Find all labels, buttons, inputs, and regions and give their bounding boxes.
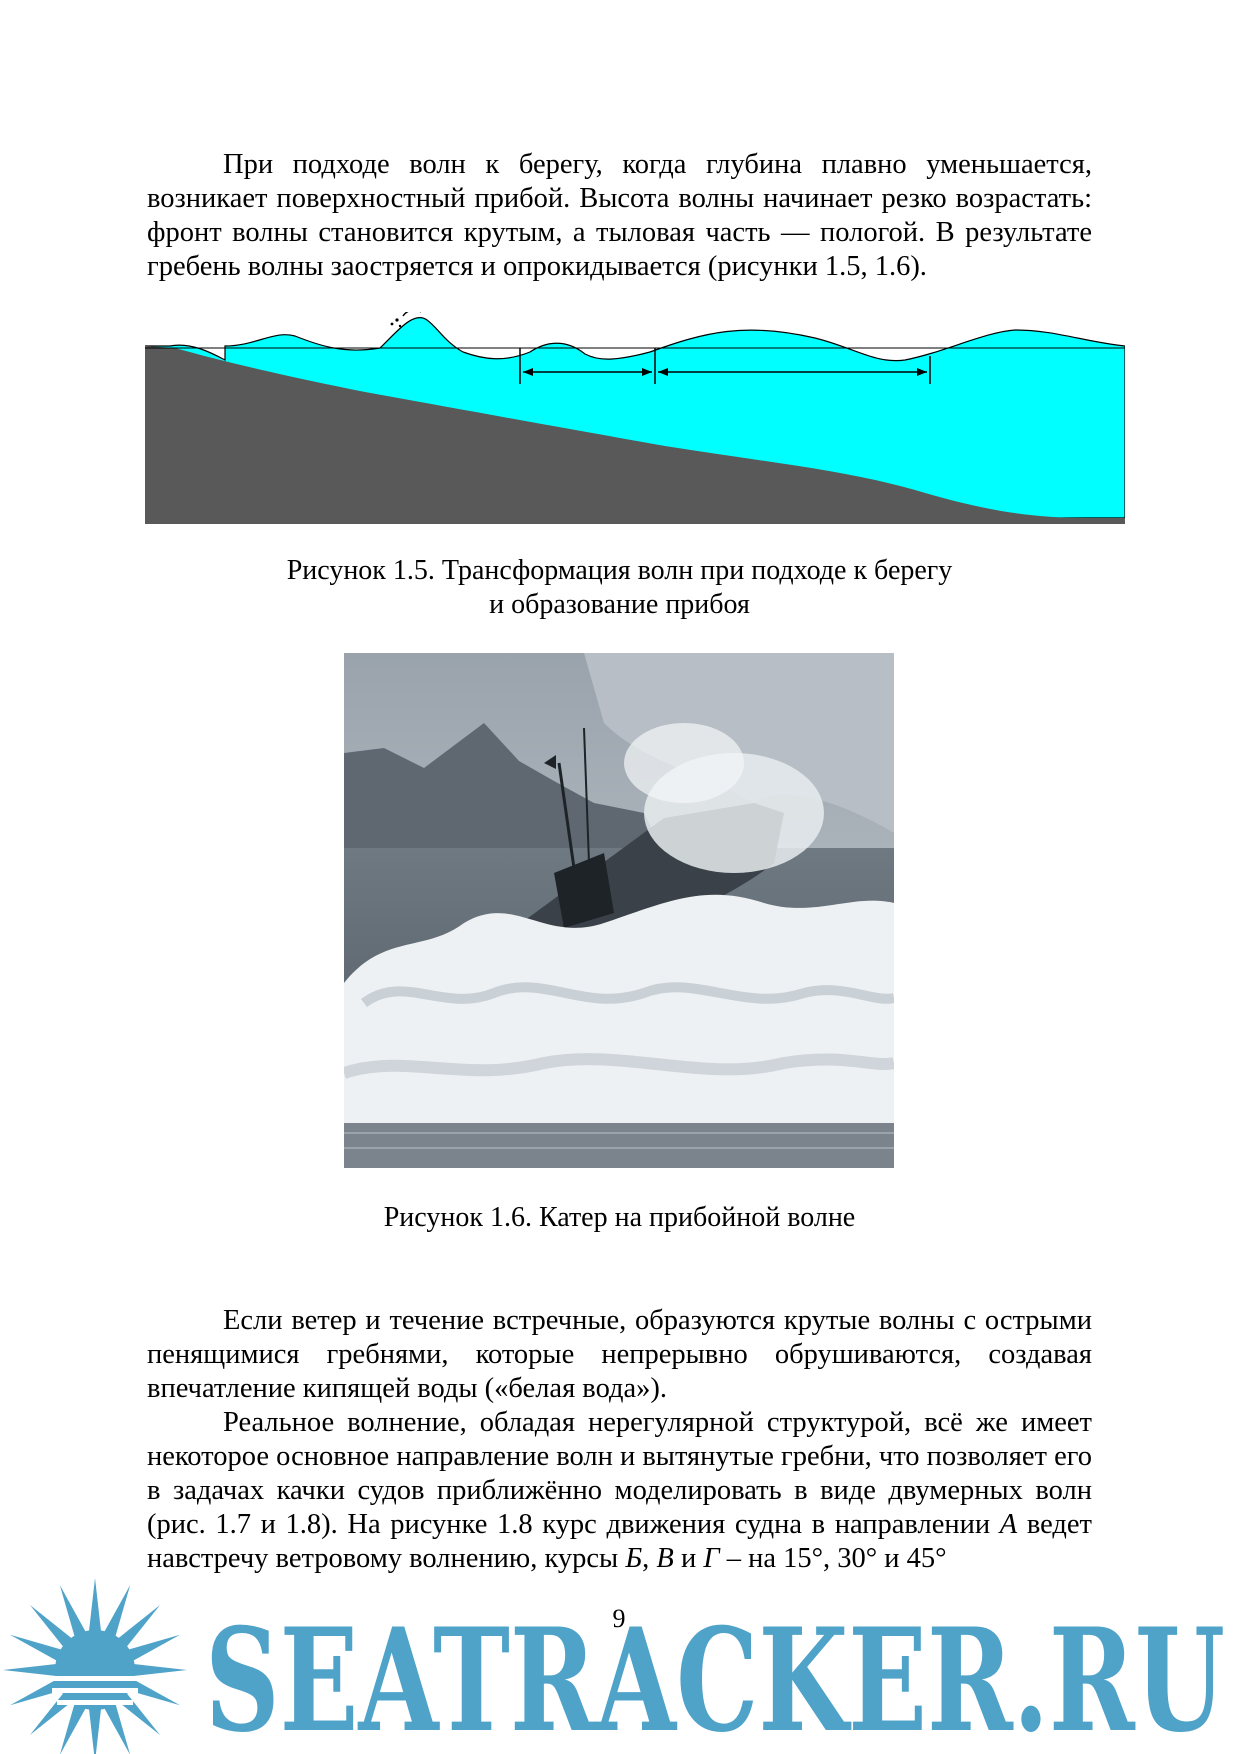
sun-logo-icon: [3, 1578, 187, 1754]
page-number: 9: [612, 1604, 626, 1633]
figure-1-6-caption: Рисунок 1.6. Катер на прибойной волне: [383, 1202, 856, 1233]
breaking-crest: [403, 312, 421, 316]
photo-boat-on-surf-wave: [344, 653, 894, 1168]
figure-1-5-caption: Рисунок 1.5. Трансформация волн при подходе к берегу и образование прибоя: [286, 555, 953, 620]
paragraph-2: Если ветер и течение встречные, образуются крутые волны с острыми пенящимися гребнями, которые непрерывно обрушиваются, создавая впечатление кипящей воды («белая вода»).: [147, 1305, 1092, 1404]
paragraph-1: При подходе волн к берегу, когда глубина плавно уменьшается, возникает поверхностный прибой. Высота волны начинает резко возрастать: фронт волны становится крутым, а тыловая часть — пологой. В результате гребень волны заостряется и опрокидывается (рисунки 1.5, 1.6).: [147, 149, 1092, 282]
watermark-text: SEATRACKER.RU: [205, 1598, 1225, 1754]
paragraph-3: Реальное волнение, обладая нерегулярной структурой, всё же имеет некоторое основное направление волн и вытянутые гребни, что позволяет его в задачах качки судов приближённо моделировать в виде двумерных волн (рис. 1.7 и 1.8). На рисунке 1.8 курс движения судна в направлении А ведет навстречу ветровому волнению, курсы Б, В и Г – на 15°, 30° и 45°: [147, 1407, 1092, 1574]
figure-wave-transformation-diagram: [145, 312, 1125, 524]
seatracker-watermark-banner: [0, 1570, 1239, 1754]
